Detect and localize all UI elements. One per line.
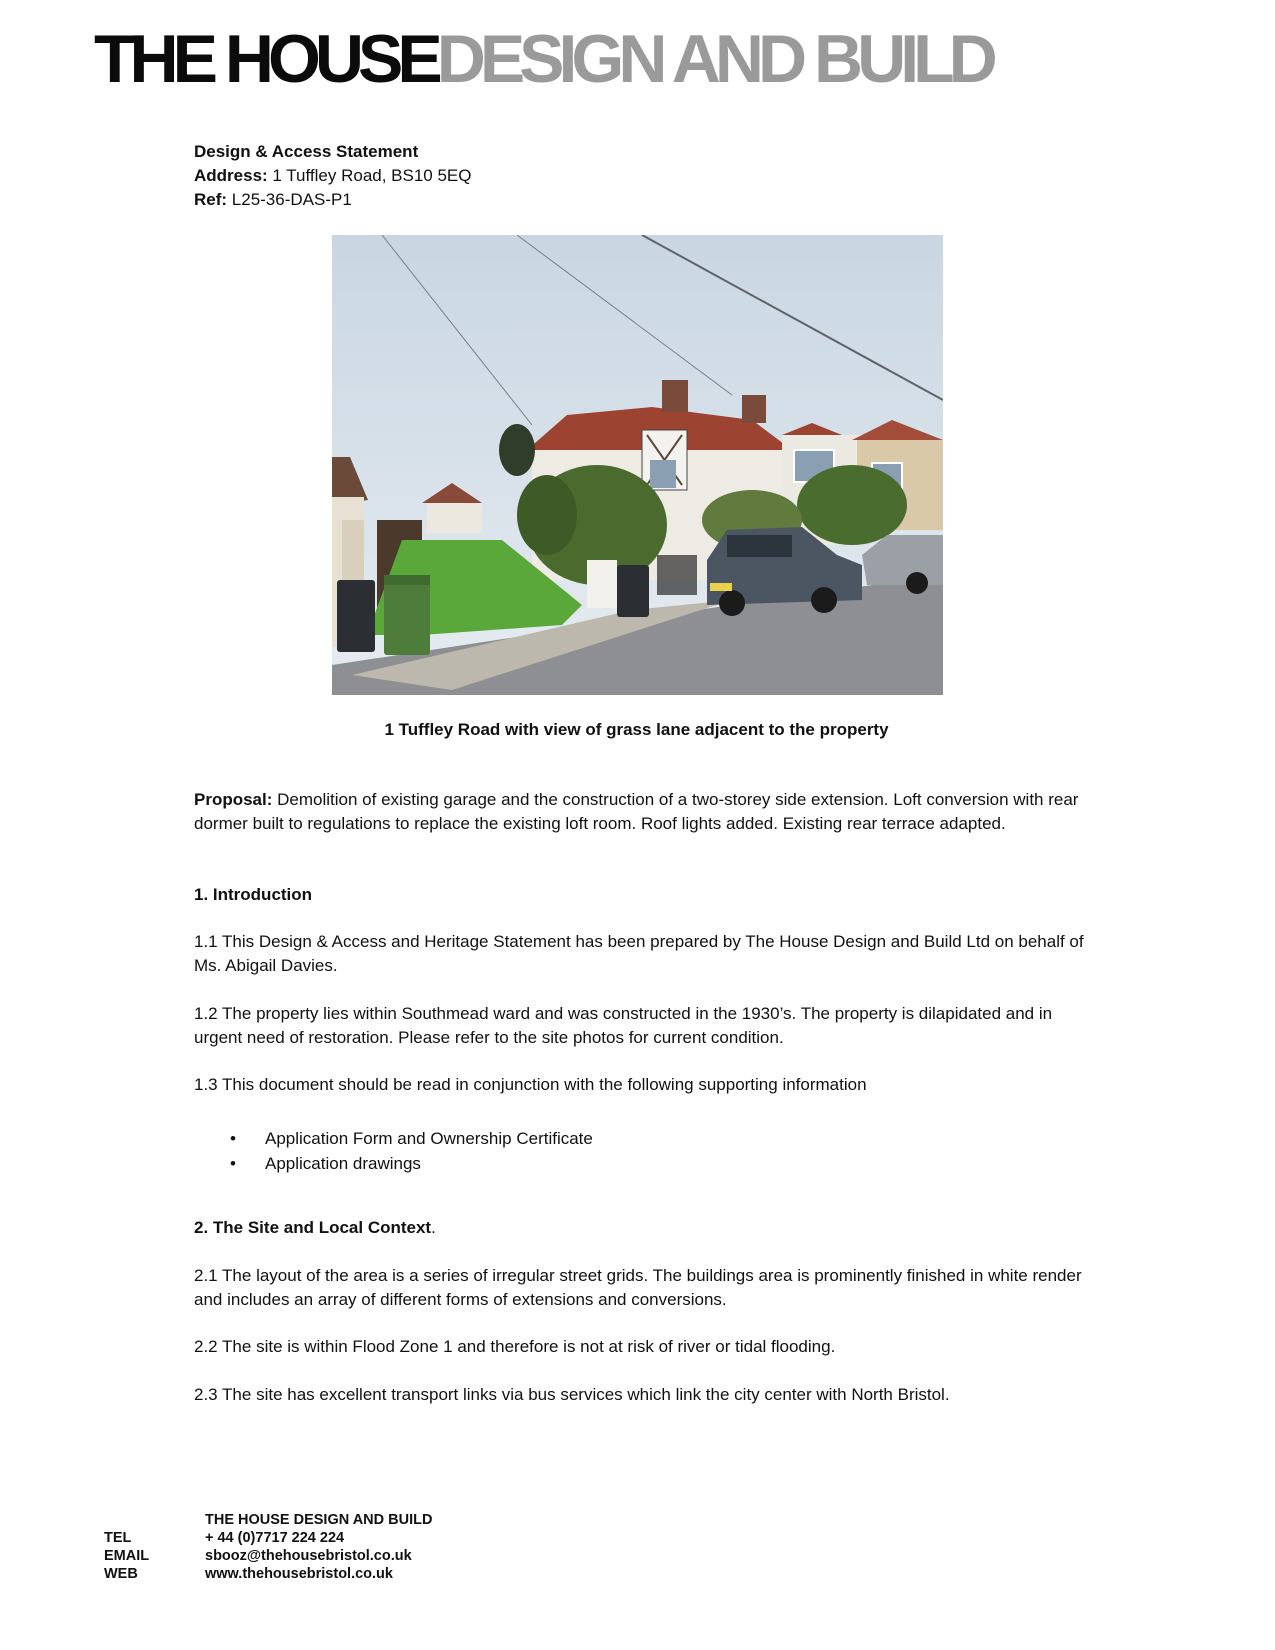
tel-label: TEL [104,1530,132,1546]
masthead-light-text: DESIGN AND BUILD [436,21,992,97]
masthead-dark-text: THE HOUSE [94,21,437,97]
list-item-text: Application drawings [265,1154,421,1173]
list-item-text: Application Form and Ownership Certificate [265,1129,593,1148]
section-2-heading-suffix: . [431,1218,436,1237]
supporting-info-list [194,1126,593,1176]
paragraph-1-2: 1.2 The property lies within Southmead ward and was constructed in the 1930’s. The property is dilapidated and in urgent need of restoration. Please refer to the site photos for current condition. [194,1004,1053,1047]
proposal-paragraph [194,788,1094,836]
list-item [194,1151,593,1176]
web-label: WEB [104,1566,138,1582]
property-photo-illustration [332,235,943,695]
bullet-icon: • [230,1154,236,1173]
paragraph-2-3: 2.3 The site has excellent transport links via bus services which link the city center with North Bristol. [194,1385,950,1404]
address-label: Address: [194,166,268,185]
ref-label: Ref: [194,190,228,209]
proposal-text: Demolition of existing garage and the construction of a two-storey side extension. Loft conversion with rear dormer built to regulations to replace the existing loft room. Roof lights added. Existing rear terrace adapted. [194,790,1079,833]
section-2-heading-text: 2. The Site and Local Context [194,1218,432,1237]
web-value[interactable]: www.thehousebristol.co.uk [205,1566,393,1582]
section-1-heading: 1. Introduction [194,885,313,904]
paragraph-2-1: 2.1 The layout of the area is a series of irregular street grids. The buildings area is prominently finished in white render and includes an array of different forms of extensions and conversions. [194,1266,1082,1309]
ref-value: L25-36-DAS-P1 [227,190,352,209]
document-header [194,140,472,212]
paragraph-2-2: 2.2 The site is within Flood Zone 1 and therefore is not at risk of river or tidal flooding. [194,1337,836,1356]
footer-company: THE HOUSE DESIGN AND BUILD [205,1512,433,1528]
photo-caption: 1 Tuffley Road with view of grass lane adjacent to the property [384,720,889,739]
paragraph-1-1: 1.1 This Design & Access and Heritage Statement has been prepared by The House Design and Build Ltd on behalf of Ms. Abigail Davies. [194,932,1084,975]
paragraph-1-3: 1.3 This document should be read in conjunction with the following supporting information [194,1075,867,1094]
property-photo [332,235,943,695]
proposal-label: Proposal: [194,790,273,809]
tel-value: + 44 (0)7717 224 224 [205,1530,345,1546]
company-masthead [94,14,992,104]
section-2-heading [194,1216,1094,1240]
email-value[interactable]: sbooz@thehousebristol.co.uk [205,1548,412,1564]
address-value: 1 Tuffley Road, BS10 5EQ [267,166,472,185]
email-label: EMAIL [104,1548,150,1564]
document-title: Design & Access Statement [194,142,419,161]
list-item [194,1126,593,1151]
bullet-icon: • [230,1129,236,1148]
